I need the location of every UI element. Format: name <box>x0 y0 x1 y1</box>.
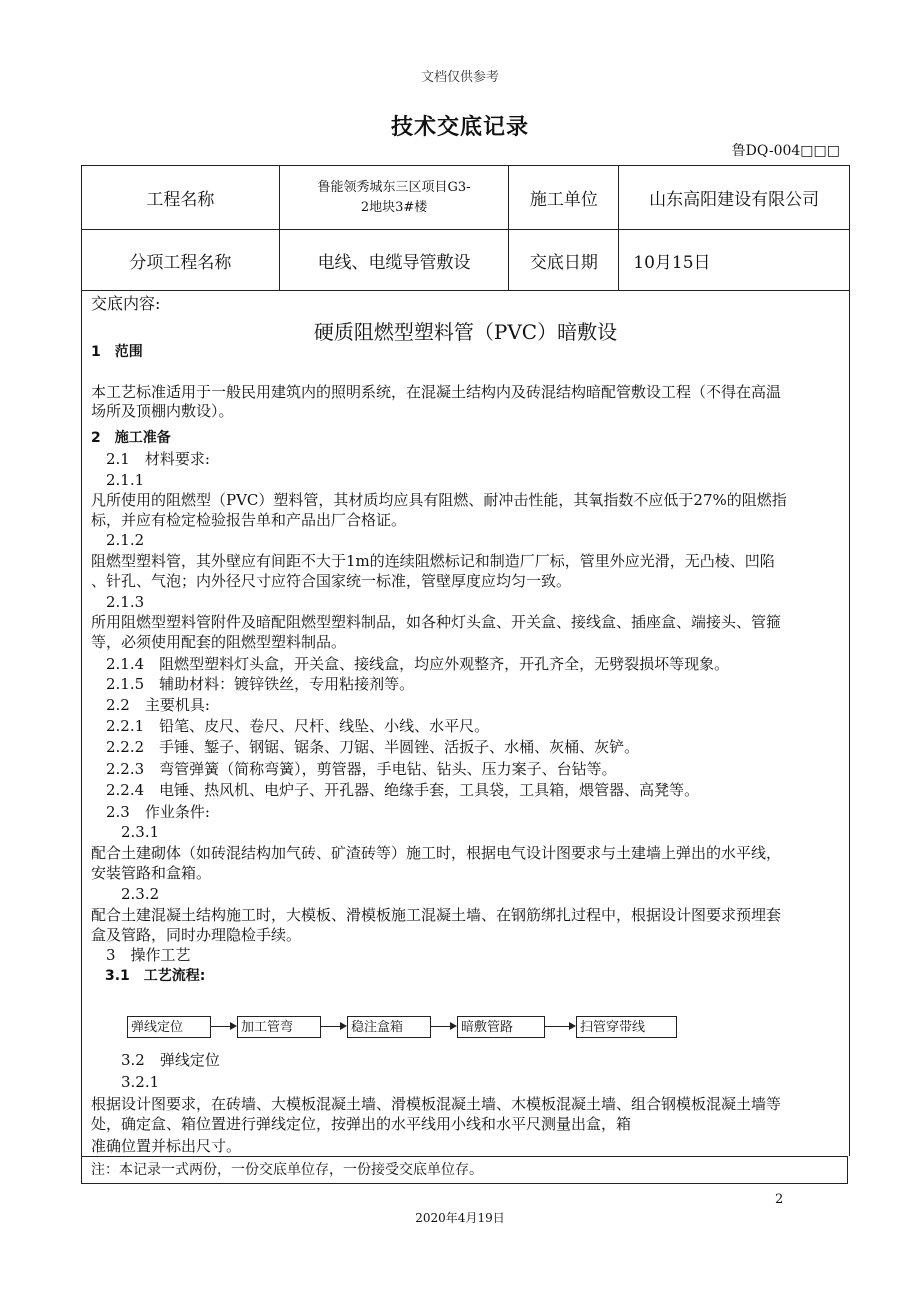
flow-arrow-line <box>431 1026 451 1027</box>
project-label: 工程名称 <box>82 166 280 230</box>
content-line: 配合土建砌体（如砖混结构加气砖、矿渣砖等）施工时，根据电气设计图要求与土建墙上弹出的水平线， <box>91 844 782 862</box>
content-line: 2.3.2 <box>91 885 160 903</box>
unit-label: 施工单位 <box>509 166 619 230</box>
flow-arrow-icon <box>340 1022 347 1030</box>
content-line: 2.2 主要机具: <box>91 696 210 714</box>
content-line: 2.2.3 弯管弹簧（简称弯簧），剪管器，手电钻、钻头、压力案子、台钻等。 <box>91 760 617 778</box>
content-line: 2.1.2 <box>91 531 145 549</box>
flow-arrow-icon <box>450 1022 457 1030</box>
content-line: 2.2.4 电锤、热风机、电炉子、开孔器、绝缘手套，工具袋，工具箱，煨管器、高凳等。 <box>91 781 700 799</box>
content-line: 2.1 材料要求: <box>91 450 210 468</box>
flow-arrow-line <box>321 1026 341 1027</box>
footer-date: 2020年4月19日 <box>415 1211 505 1225</box>
flow-arrow-icon <box>230 1022 237 1030</box>
content-line: 准确位置并标出尺寸。 <box>91 1137 242 1155</box>
content-line: 2.2.2 手锤、錾子、钢锯、锯条、刀锯、半圆锉、活扳子、水桶、灰桶、灰铲。 <box>91 738 640 756</box>
content-line: 盒及管路，同时办理隐检手续。 <box>91 926 302 944</box>
flow-step: 稳注盒箱 <box>347 1016 431 1038</box>
flow-arrow-line <box>211 1026 231 1027</box>
flow-arrow-line <box>545 1026 570 1027</box>
content-line: 1 范围 <box>91 344 143 360</box>
content-line: 2.1.3 <box>91 593 145 611</box>
project-value-line1: 鲁能领秀城东三区项目G3- <box>317 179 471 195</box>
flow-step: 加工管弯 <box>237 1016 321 1038</box>
content-line: 3 操作工艺 <box>91 946 191 964</box>
flow-step: 暗敷管路 <box>457 1016 545 1038</box>
content-line: 标，并应有检定检验报告单和产品出厂合格证。 <box>91 511 407 529</box>
content-line: 阻燃型塑料管，其外壁应有间距不大于1m的连续阻燃标记和制造厂厂标，管里外应光滑，无凸棱、凹陷 <box>91 552 775 570</box>
info-table <box>81 165 850 291</box>
date-value: 10月15日 <box>619 230 850 291</box>
project-value <box>279 166 509 230</box>
content-line: 2.1.4 阻燃型塑料灯头盒，开关盒、接线盒，均应外观整齐，开孔齐全，无劈裂损坏等现象。 <box>91 655 730 673</box>
doc-code: 鲁DQ-004□□□ <box>731 143 840 159</box>
content-line: 3.2 弹线定位 <box>91 1051 220 1069</box>
content-line: 、针孔、气泡；内外径尺寸应符合国家统一标准，管壁厚度应均匀一致。 <box>91 572 572 590</box>
content-line: 3.2.1 <box>91 1073 160 1091</box>
content-line: 凡所使用的阻燃型（PVC）塑料管，其材质均应具有阻燃、耐冲击性能，其氧指数不应低于27%的阻燃指 <box>91 491 787 509</box>
content-subtitle: 硬质阻燃型塑料管（PVC）暗敷设 <box>313 320 618 344</box>
content-line: 本工艺标准适用于一般民用建筑内的照明系统，在混凝土结构内及砖混结构暗配管敷设工程（不得在高温 <box>91 383 782 401</box>
content-line: 所用阻燃型塑料管附件及暗配阻燃型塑料制品，如各种灯头盒、开关盒、接线盒、插座盒、端接头、管箍 <box>91 613 782 631</box>
header-note: 文档仅供参考 <box>420 70 499 85</box>
content-line: 2.1.1 <box>91 471 145 489</box>
content-label: 交底内容: <box>91 294 161 313</box>
content-line: 配合土建混凝土结构施工时，大模板、滑模板施工混凝土墙、在钢筋绑扎过程中，根据设计图要求预埋套 <box>91 906 782 924</box>
content-line: 场所及顶棚内敷设）。 <box>91 402 234 420</box>
unit-value: 山东高阳建设有限公司 <box>619 166 850 230</box>
content-line: 处，确定盒、箱位置进行弹线定位，按弹出的水平线用小线和水平尺测量出盒，箱 <box>91 1115 632 1133</box>
content-line: 2.3.1 <box>91 823 160 841</box>
flow-step: 扫管穿带线 <box>576 1016 677 1038</box>
project-value-line2: 2地块3#楼 <box>360 199 428 215</box>
subproject-value: 电线、电缆导管敷设 <box>279 230 509 291</box>
flow-arrow-icon <box>569 1022 576 1030</box>
content-line: 2.1.5 辅助材料：镀锌铁丝，专用粘接剂等。 <box>91 675 415 693</box>
content-line: 2.2.1 铅笔、皮尺、卷尺、尺杆、线坠、小线、水平尺。 <box>91 717 490 735</box>
subproject-label: 分项工程名称 <box>82 230 280 291</box>
page-number: 2 <box>775 1192 784 1207</box>
date-label: 交底日期 <box>509 230 619 291</box>
content-line: 安装管路和盒箱。 <box>91 864 212 882</box>
content-line: 根据设计图要求，在砖墙、大模板混凝土墙、滑模板混凝土墙、木模板混凝土墙、组合钢模板混凝土墙等 <box>91 1095 782 1113</box>
page-title: 技术交底记录 <box>390 115 529 140</box>
record-note: 注：本记录一式两份，一份交底单位存，一份接受交底单位存。 <box>81 1156 848 1184</box>
content-line: 2.3 作业条件: <box>91 803 210 821</box>
content-line: 3.1 工艺流程: <box>91 968 206 984</box>
content-line: 等，必须使用配套的阻燃型塑料制品。 <box>91 633 347 651</box>
content-line: 2 施工准备 <box>91 430 171 446</box>
flow-step: 弹线定位 <box>127 1016 211 1038</box>
